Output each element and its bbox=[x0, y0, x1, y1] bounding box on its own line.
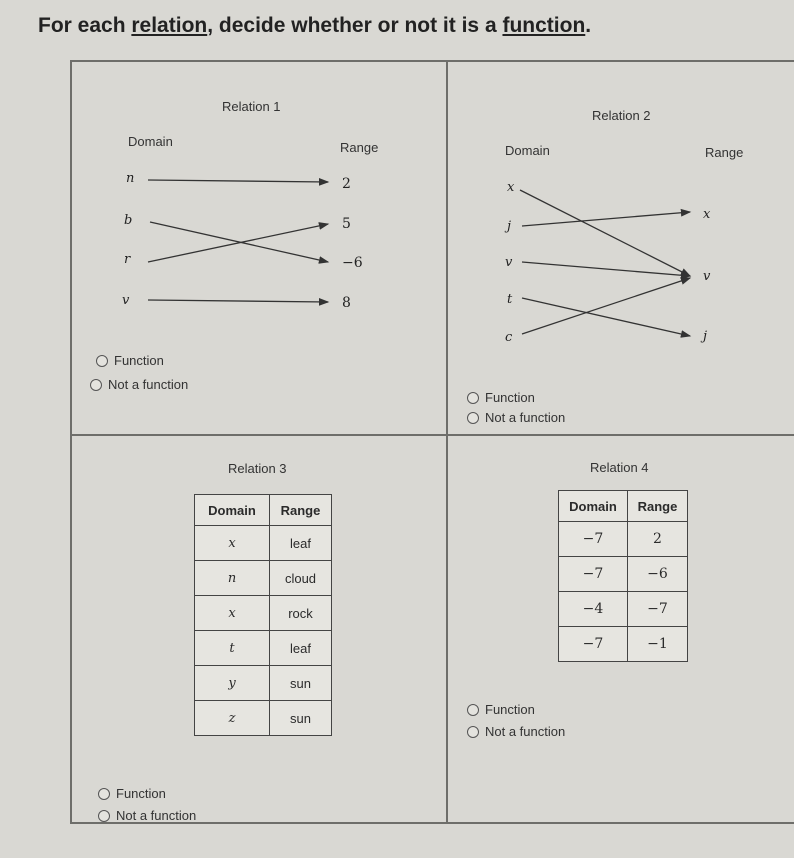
relation-1-title: Relation 1 bbox=[222, 99, 281, 114]
range-cell: −6 bbox=[628, 557, 688, 592]
relation-4-header-domain: Domain bbox=[559, 491, 628, 522]
domain-cell: −4 bbox=[559, 592, 628, 627]
range-cell: sun bbox=[270, 701, 332, 736]
range-cell: sun bbox=[270, 666, 332, 701]
instructions-text: For each bbox=[38, 14, 132, 37]
domain-cell: x bbox=[195, 526, 270, 561]
relation-3-option-function[interactable] bbox=[98, 786, 166, 801]
relation-1-domain-label: Domain bbox=[128, 134, 173, 149]
relation-2-range-j: j bbox=[703, 329, 708, 344]
relation-1-range-2: 2 bbox=[342, 176, 351, 192]
relation-4-title: Relation 4 bbox=[590, 460, 649, 475]
table-row bbox=[559, 522, 688, 557]
table-row bbox=[195, 666, 332, 701]
relation-2-domain-v: v bbox=[505, 255, 513, 270]
relation-link[interactable]: relation bbox=[131, 14, 208, 37]
table-row bbox=[559, 557, 688, 592]
relation-2-range-v: v bbox=[703, 269, 711, 284]
table-row bbox=[195, 561, 332, 596]
relation-3-option-not-function[interactable] bbox=[98, 808, 196, 823]
relation-1-range-label: Range bbox=[340, 140, 379, 155]
table-row bbox=[195, 701, 332, 736]
relation-3-header-row bbox=[195, 495, 332, 526]
relation-4-radio-function[interactable] bbox=[467, 704, 479, 716]
relation-2-radio-not-function[interactable] bbox=[467, 412, 479, 424]
relation-3-title: Relation 3 bbox=[228, 461, 287, 476]
relation-4-radio-not-function[interactable] bbox=[467, 726, 479, 738]
range-cell: cloud bbox=[270, 561, 332, 596]
range-cell: −7 bbox=[628, 592, 688, 627]
range-cell: leaf bbox=[270, 631, 332, 666]
relation-2-title: Relation 2 bbox=[592, 108, 651, 123]
relation-3-header-domain: Domain bbox=[195, 495, 270, 526]
relation-4-option-not-function-label: Not a function bbox=[485, 724, 566, 739]
relation-3-option-function-label: Function bbox=[116, 786, 166, 801]
relation-2-domain-label: Domain bbox=[505, 143, 550, 158]
relation-3-option-not-function-label: Not a function bbox=[116, 808, 197, 823]
instructions-period: . bbox=[585, 14, 592, 37]
relation-2-option-function[interactable] bbox=[467, 390, 535, 405]
relation-4-option-function[interactable] bbox=[467, 702, 535, 717]
relation-2-domain-t: t bbox=[507, 292, 513, 307]
domain-cell: y bbox=[195, 666, 270, 701]
relation-1-option-function-label: Function bbox=[114, 353, 164, 368]
relation-4-table bbox=[558, 490, 688, 662]
relation-2-option-function-label: Function bbox=[485, 390, 535, 405]
relation-4-header-range: Range bbox=[628, 491, 688, 522]
relation-3-header-range: Range bbox=[270, 495, 332, 526]
function-link[interactable]: function bbox=[502, 14, 586, 37]
relation-4-option-function-label: Function bbox=[485, 702, 535, 717]
relation-1-range-neg6: −6 bbox=[342, 255, 363, 271]
relation-2-domain-x: x bbox=[507, 180, 515, 195]
relation-1-domain-v: v bbox=[122, 293, 130, 308]
relation-1-range-8: 8 bbox=[342, 295, 351, 311]
relation-2-domain-c: c bbox=[505, 330, 513, 345]
range-cell: −1 bbox=[628, 627, 688, 662]
table-row bbox=[559, 592, 688, 627]
relation-3-radio-not-function[interactable] bbox=[98, 810, 110, 822]
relation-1-domain-n: n bbox=[126, 171, 135, 186]
domain-cell: x bbox=[195, 596, 270, 631]
relation-2-domain-j: j bbox=[507, 219, 512, 234]
range-cell: leaf bbox=[270, 526, 332, 561]
relation-1-domain-r: r bbox=[124, 252, 131, 267]
table-row bbox=[195, 526, 332, 561]
domain-cell: −7 bbox=[559, 627, 628, 662]
table-row bbox=[195, 596, 332, 631]
range-cell: 2 bbox=[628, 522, 688, 557]
relation-2-range-x: x bbox=[703, 207, 711, 222]
relation-4-header-row bbox=[559, 491, 688, 522]
relation-2-radio-function[interactable] bbox=[467, 392, 479, 404]
range-cell: rock bbox=[270, 596, 332, 631]
table-row bbox=[195, 631, 332, 666]
instructions-text-2: , decide whether or not it is a bbox=[207, 14, 503, 37]
domain-cell: n bbox=[195, 561, 270, 596]
relation-2-option-not-function-label: Not a function bbox=[485, 410, 566, 425]
relation-3-radio-function[interactable] bbox=[98, 788, 110, 800]
relation-4-option-not-function[interactable] bbox=[467, 724, 565, 739]
domain-cell: −7 bbox=[559, 522, 628, 557]
domain-cell: z bbox=[195, 701, 270, 736]
relation-1-option-not-function-label: Not a function bbox=[108, 377, 189, 392]
relation-2-range-label: Range bbox=[705, 145, 744, 160]
relation-1-domain-b: b bbox=[124, 213, 133, 228]
relation-1-range-5: 5 bbox=[342, 216, 351, 232]
domain-cell: −7 bbox=[559, 557, 628, 592]
relation-3-table bbox=[194, 494, 332, 736]
domain-cell: t bbox=[195, 631, 270, 666]
table-row bbox=[559, 627, 688, 662]
relation-2-option-not-function[interactable] bbox=[467, 410, 565, 425]
